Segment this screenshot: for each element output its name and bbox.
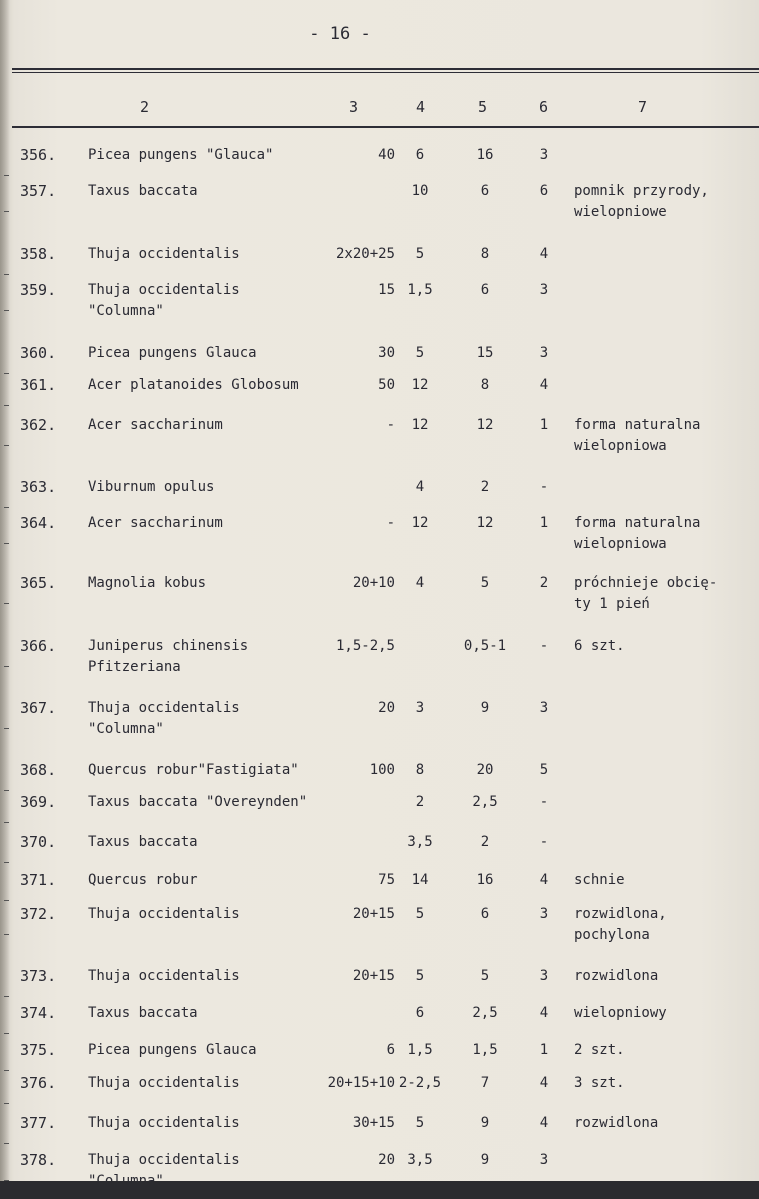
cell-c6: 3 bbox=[539, 282, 549, 298]
cell-no: 357. bbox=[20, 182, 57, 200]
column-header-2: 2 bbox=[140, 98, 150, 116]
cell-no: 366. bbox=[20, 637, 57, 655]
cell-no: 359. bbox=[20, 281, 57, 299]
cell-c6: - bbox=[539, 834, 549, 850]
cell-name: Picea pungens Glauca bbox=[88, 1042, 257, 1058]
cell-c3: 20+10 bbox=[352, 575, 395, 591]
cell-c5: 0,5-1 bbox=[463, 638, 507, 654]
cell-c5: 5 bbox=[480, 575, 490, 591]
cell-name: Juniperus chinensis Pfitzeriana bbox=[88, 638, 249, 675]
cell-c3: 30+15 bbox=[352, 1115, 395, 1131]
cell-c6: - bbox=[539, 479, 549, 495]
cell-c3: 20+15 bbox=[352, 968, 395, 984]
cell-c4: 1,5 bbox=[407, 1042, 433, 1058]
cell-c4: 5 bbox=[415, 1115, 425, 1131]
table-row bbox=[0, 792, 759, 828]
table-row bbox=[0, 1040, 759, 1076]
table-row bbox=[0, 477, 759, 513]
cell-c6: 1 bbox=[539, 417, 549, 433]
cell-c6: 1 bbox=[539, 1042, 549, 1058]
table-row bbox=[0, 966, 759, 1002]
cell-no: 364. bbox=[20, 514, 57, 532]
cell-no: 356. bbox=[20, 146, 57, 164]
cell-c4: 8 bbox=[415, 762, 425, 778]
margin-tick bbox=[4, 666, 9, 667]
cell-name: Picea pungens Glauca bbox=[88, 345, 257, 361]
margin-tick bbox=[4, 900, 9, 901]
cell-c6: 3 bbox=[539, 968, 549, 984]
cell-c4: 4 bbox=[415, 575, 425, 591]
cell-c6: 4 bbox=[539, 1115, 549, 1131]
cell-no: 378. bbox=[20, 1151, 57, 1169]
cell-c7: wielopniowy bbox=[574, 1005, 667, 1021]
cell-c7: rozwidlona bbox=[574, 968, 659, 984]
table-row bbox=[0, 870, 759, 906]
table-row bbox=[0, 1073, 759, 1109]
cell-c6: 4 bbox=[539, 377, 549, 393]
top-rule bbox=[12, 68, 759, 70]
cell-no: 374. bbox=[20, 1004, 57, 1022]
cell-c6: 1 bbox=[539, 515, 549, 531]
cell-c6: 4 bbox=[539, 246, 549, 262]
cell-c5: 6 bbox=[480, 183, 490, 199]
cell-c6: 3 bbox=[539, 1152, 549, 1168]
cell-c3: 1,5-2,5 bbox=[335, 638, 395, 654]
cell-c5: 5 bbox=[480, 968, 490, 984]
cell-no: 376. bbox=[20, 1074, 57, 1092]
margin-tick bbox=[4, 728, 9, 729]
cell-c5: 2 bbox=[480, 479, 490, 495]
margin-tick bbox=[4, 1070, 9, 1071]
cell-c5: 6 bbox=[480, 282, 490, 298]
cell-c3: 50 bbox=[378, 377, 395, 393]
cell-c3: 20+15 bbox=[352, 906, 395, 922]
table-row bbox=[0, 513, 759, 552]
cell-name: Viburnum opulus bbox=[88, 479, 215, 495]
cell-c3: - bbox=[386, 515, 395, 531]
margin-tick bbox=[4, 862, 9, 863]
cell-c4: 1,5 bbox=[407, 282, 433, 298]
margin-tick bbox=[4, 373, 9, 374]
header-rule bbox=[12, 126, 759, 128]
cell-c6: 3 bbox=[539, 906, 549, 922]
table-row bbox=[0, 698, 759, 737]
page-number: - 16 - bbox=[309, 24, 371, 44]
cell-c4: 5 bbox=[415, 968, 425, 984]
cell-c5: 16 bbox=[476, 872, 494, 888]
cell-c4: 2 bbox=[415, 794, 425, 810]
table-row bbox=[0, 145, 759, 181]
margin-tick bbox=[4, 790, 9, 791]
cell-c5: 12 bbox=[476, 417, 494, 433]
cell-name: Thuja occidentalis "Columna" bbox=[88, 282, 240, 319]
table-row bbox=[0, 280, 759, 319]
cell-name: Thuja occidentalis bbox=[88, 1152, 240, 1168]
cell-c4: 10 bbox=[411, 183, 429, 199]
cell-c5: 16 bbox=[476, 147, 494, 163]
cell-c7: pomnik przyrody, wielopniowe bbox=[574, 183, 709, 220]
cell-name: Thuja occidentalis bbox=[88, 1075, 240, 1091]
cell-no: 372. bbox=[20, 905, 57, 923]
column-header-7: 7 bbox=[638, 98, 648, 116]
cell-c6: 4 bbox=[539, 1075, 549, 1091]
cell-c5: 15 bbox=[476, 345, 494, 361]
cell-c5: 9 bbox=[480, 1152, 490, 1168]
cell-no: 361. bbox=[20, 376, 57, 394]
cell-c7: próchnieje obcię- ty 1 pień bbox=[574, 575, 718, 612]
margin-tick bbox=[4, 934, 9, 935]
table-row bbox=[0, 1113, 759, 1149]
margin-tick bbox=[4, 445, 9, 446]
cell-c6: 4 bbox=[539, 872, 549, 888]
cell-c7: rozwidlona bbox=[574, 1115, 659, 1131]
margin-tick bbox=[4, 175, 9, 176]
cell-c6: 4 bbox=[539, 1005, 549, 1021]
cell-no: 363. bbox=[20, 478, 57, 496]
cell-name: Quercus robur"Fastigiata" bbox=[88, 762, 299, 778]
cell-c4: 6 bbox=[415, 1005, 425, 1021]
cell-c4: 5 bbox=[415, 246, 425, 262]
cell-name: Magnolia kobus bbox=[88, 575, 207, 591]
cell-name: Taxus baccata bbox=[88, 834, 198, 850]
cell-c6: - bbox=[539, 638, 549, 654]
cell-c7: forma naturalna wielopniowa bbox=[574, 515, 701, 552]
cell-c5: 2,5 bbox=[472, 1005, 498, 1021]
margin-tick bbox=[4, 543, 9, 544]
cell-no: 368. bbox=[20, 761, 57, 779]
cell-name: Thuja occidentalis bbox=[88, 906, 240, 922]
cell-c6: 3 bbox=[539, 147, 549, 163]
cell-c4: 12 bbox=[411, 515, 429, 531]
cell-no: 375. bbox=[20, 1041, 57, 1059]
margin-tick bbox=[4, 603, 9, 604]
cell-c5: 7 bbox=[480, 1075, 490, 1091]
cell-c6: 2 bbox=[539, 575, 549, 591]
cell-c3: 20+15+10 bbox=[327, 1075, 395, 1091]
cell-name: Taxus baccata bbox=[88, 183, 198, 199]
margin-tick bbox=[4, 405, 9, 406]
cell-c6: 5 bbox=[539, 762, 549, 778]
cell-c7: 3 szt. bbox=[574, 1075, 625, 1091]
margin-tick bbox=[4, 310, 9, 311]
cell-c4: 3 bbox=[415, 700, 425, 716]
cell-c4: 3,5 bbox=[407, 1152, 433, 1168]
cell-c4: 5 bbox=[415, 906, 425, 922]
top-rule-thin bbox=[12, 72, 759, 73]
table-row bbox=[0, 832, 759, 868]
cell-no: 367. bbox=[20, 699, 57, 717]
column-header-3: 3 bbox=[349, 98, 359, 116]
cell-c3: 75 bbox=[378, 872, 395, 888]
cell-c5: 9 bbox=[480, 700, 490, 716]
cell-name: Thuja occidentalis "Columna" bbox=[88, 700, 240, 737]
column-header-5: 5 bbox=[478, 98, 488, 116]
cell-c3: 100 bbox=[369, 762, 395, 778]
table-row bbox=[0, 636, 759, 675]
cell-name: Picea pungens "Glauca" bbox=[88, 147, 274, 163]
table-row bbox=[0, 343, 759, 379]
cell-c7: 6 szt. bbox=[574, 638, 625, 654]
margin-tick bbox=[4, 274, 9, 275]
cell-c3: 20 bbox=[378, 700, 395, 716]
cell-c3: 20 bbox=[378, 1152, 395, 1168]
margin-tick bbox=[4, 996, 9, 997]
cell-name: Thuja occidentalis bbox=[88, 246, 240, 262]
table-row bbox=[0, 415, 759, 454]
table-row bbox=[0, 573, 759, 612]
margin-tick bbox=[4, 1143, 9, 1144]
margin-tick bbox=[4, 1103, 9, 1104]
cell-c5: 6 bbox=[480, 906, 490, 922]
cell-no: 377. bbox=[20, 1114, 57, 1132]
table-row bbox=[0, 904, 759, 943]
cell-c6: 3 bbox=[539, 700, 549, 716]
cell-no: 369. bbox=[20, 793, 57, 811]
cell-c3: 15 bbox=[378, 282, 395, 298]
cell-c7: forma naturalna wielopniowa bbox=[574, 417, 701, 454]
cell-c4: 5 bbox=[415, 345, 425, 361]
cell-no: 360. bbox=[20, 344, 57, 362]
cell-name: Thuja occidentalis bbox=[88, 1115, 240, 1131]
cell-c4: 3,5 bbox=[407, 834, 433, 850]
cell-c4: 2-2,5 bbox=[398, 1075, 442, 1091]
table-row bbox=[0, 1003, 759, 1039]
scan-bottom-edge bbox=[0, 1181, 759, 1199]
cell-c5: 2,5 bbox=[472, 794, 498, 810]
cell-no: 358. bbox=[20, 245, 57, 263]
cell-c5: 9 bbox=[480, 1115, 490, 1131]
cell-c7: 2 szt. bbox=[574, 1042, 625, 1058]
margin-tick bbox=[4, 211, 9, 212]
margin-tick bbox=[4, 1033, 9, 1034]
table-row bbox=[0, 375, 759, 411]
cell-c6: 3 bbox=[539, 345, 549, 361]
cell-c6: - bbox=[539, 794, 549, 810]
cell-c4: 12 bbox=[411, 377, 429, 393]
table-row bbox=[0, 181, 759, 220]
cell-c5: 12 bbox=[476, 515, 494, 531]
cell-name: Taxus baccata bbox=[88, 1005, 198, 1021]
table-row bbox=[0, 760, 759, 796]
cell-name: Acer platanoides Globosum bbox=[88, 377, 299, 393]
cell-name: Thuja occidentalis bbox=[88, 968, 240, 984]
cell-name: Taxus baccata "Overeynden" bbox=[88, 794, 308, 810]
cell-c3: - bbox=[386, 417, 395, 433]
cell-no: 371. bbox=[20, 871, 57, 889]
margin-tick bbox=[4, 822, 9, 823]
cell-c5: 8 bbox=[480, 377, 490, 393]
cell-name: Acer saccharinum bbox=[88, 417, 223, 433]
cell-c4: 4 bbox=[415, 479, 425, 495]
cell-c5: 20 bbox=[476, 762, 494, 778]
cell-name: Quercus robur bbox=[88, 872, 198, 888]
cell-c5: 2 bbox=[480, 834, 490, 850]
cell-c4: 12 bbox=[411, 417, 429, 433]
cell-no: 365. bbox=[20, 574, 57, 592]
column-header-4: 4 bbox=[416, 98, 426, 116]
cell-c5: 1,5 bbox=[472, 1042, 498, 1058]
margin-tick bbox=[4, 507, 9, 508]
cell-c3: 40 bbox=[378, 147, 395, 163]
cell-c3: 6 bbox=[386, 1042, 395, 1058]
cell-c3: 30 bbox=[378, 345, 395, 361]
cell-no: 373. bbox=[20, 967, 57, 985]
cell-no: 370. bbox=[20, 833, 57, 851]
cell-c7: rozwidlona, pochylona bbox=[574, 906, 667, 943]
cell-c4: 6 bbox=[415, 147, 425, 163]
cell-c3: 2x20+25 bbox=[335, 246, 395, 262]
cell-name: Acer saccharinum bbox=[88, 515, 223, 531]
column-header-6: 6 bbox=[539, 98, 549, 116]
cell-c5: 8 bbox=[480, 246, 490, 262]
table-row bbox=[0, 244, 759, 280]
cell-c7: schnie bbox=[574, 872, 625, 888]
cell-c4: 14 bbox=[411, 872, 429, 888]
cell-c6: 6 bbox=[539, 183, 549, 199]
cell-no: 362. bbox=[20, 416, 57, 434]
